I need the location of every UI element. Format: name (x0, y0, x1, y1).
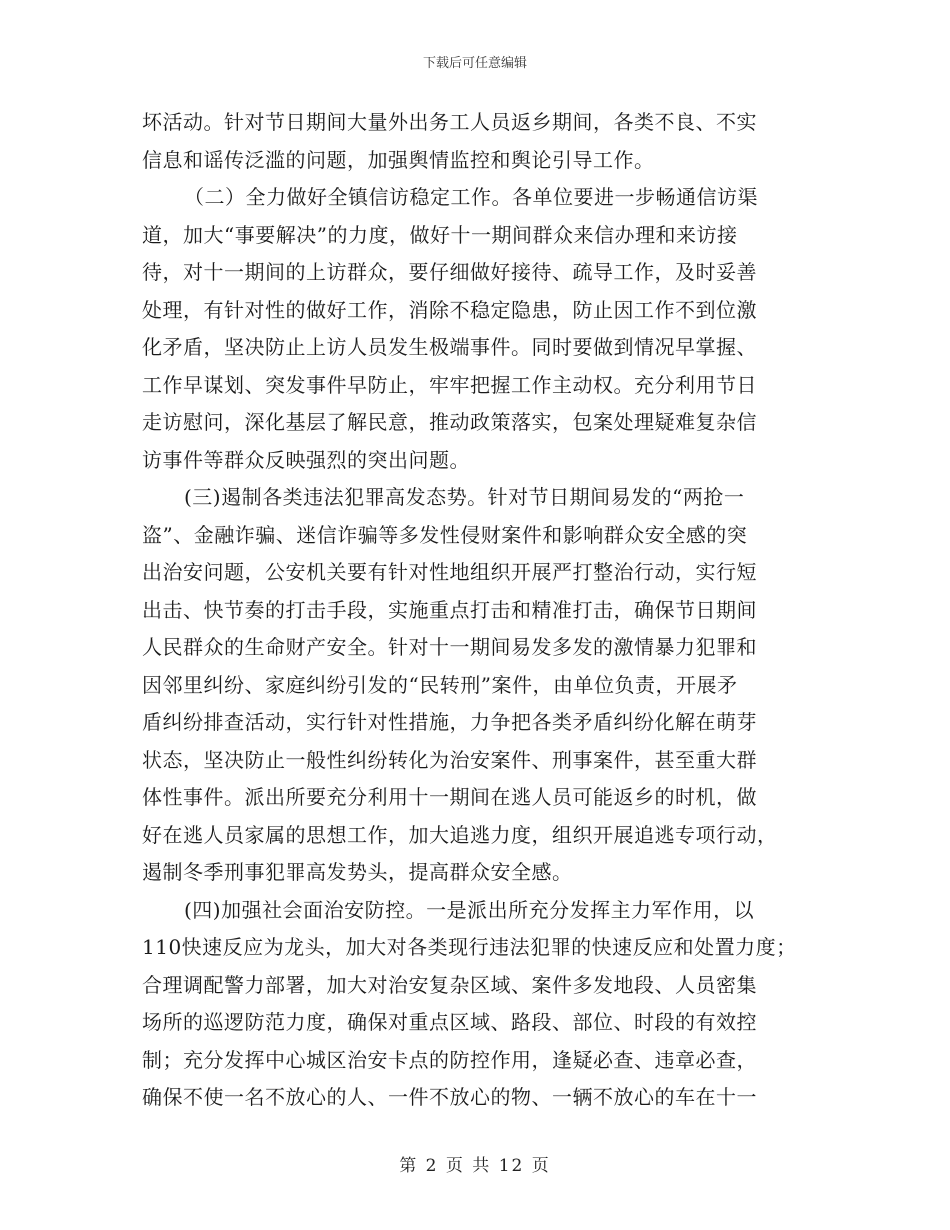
text-line: 场所的巡逻防范力度，确保对重点区域、路段、部位、时段的有效控 (142, 1010, 757, 1034)
text-line: 合理调配警力部署，加大对治安复杂区域、案件多发地段、人员密集 (142, 972, 757, 997)
text-line: 出治安问题，公安机关要有针对性地组织开展严打整治行动，实行短 (142, 560, 757, 584)
text-line: 工作早谋划、突发事件早防止，牢牢把握工作主动权。充分利用节日 (142, 372, 757, 397)
text-line: (四)加强社会面治安防控。一是派出所充分发挥主力军作用，以 (184, 897, 755, 922)
text-line: 体性事件。派出所要充分利用十一期间在逃人员可能返乡的时机，做 (142, 785, 757, 809)
text-line: 状态，坚决防止一般性纠纷转化为治安案件、刑事案件，甚至重大群 (142, 747, 757, 772)
text-line: 道，加大“事要解决”的力度，做好十一期间群众来信办理和来访接 (142, 222, 738, 247)
text-line: 好在逃人员家属的思想工作，加大追逃力度，组织开展追逃专项行动， (142, 822, 778, 847)
page-footer: 第 2 页 共 12 页 (399, 1156, 551, 1176)
text-line: 遏制冬季刑事犯罪高发势头，提高群众安全感。 (142, 860, 573, 884)
text-line: 访事件等群众反映强烈的突出问题。 (142, 447, 470, 472)
text-line: 盗”、金融诈骗、迷信诈骗等多发性侵财案件和影响群众安全感的突 (142, 522, 748, 547)
text-line: 制；充分发挥中心城区治安卡点的防控作用，逢疑必查、违章必查， (142, 1047, 757, 1072)
text-line: 出击、快节奏的打击手段，实施重点打击和精准打击，确保节日期间 (142, 597, 757, 622)
document-body (142, 104, 812, 1117)
text-line: 因邻里纠纷、家庭纠纷引发的“民转刑”案件，由单位负责，开展矛 (142, 672, 738, 697)
text-line: （二）全力做好全镇信访稳定工作。各单位要进一步畅通信访渠 (184, 185, 758, 209)
text-line: 坏活动。针对节日期间大量外出务工人员返乡期间，各类不良、不实 (142, 110, 757, 134)
text-line: 盾纠纷排查活动，实行针对性措施，力争把各类矛盾纠纷化解在萌芽 (142, 710, 757, 734)
text-line: 化矛盾，坚决防止上访人员发生极端事件。同时要做到情况早掌握、 (142, 335, 757, 359)
text-line: 信息和谣传泛滥的问题，加强舆情监控和舆论引导工作。 (142, 147, 655, 172)
page-header: 下载后可任意编辑 (422, 56, 527, 71)
text-line: 处理，有针对性的做好工作，消除不稳定隐患，防止因工作不到位激 (142, 297, 757, 322)
text-line: (三)遏制各类违法犯罪高发态势。针对节日期间易发的“两抢一 (184, 485, 745, 509)
text-line: 待，对十一期间的上访群众，要仔细做好接待、疏导工作，及时妥善 (142, 260, 757, 284)
text-line: 确保不使一名不放心的人、一件不放心的物、一辆不放心的车在十一 (142, 1085, 757, 1109)
text-line: 走访慰问，深化基层了解民意，推动政策落实，包案处理疑难复杂信 (142, 410, 757, 434)
text-line: 人民群众的生命财产安全。针对十一期间易发多发的激情暴力犯罪和 (142, 635, 757, 659)
text-line: 110快速反应为龙头，加大对各类现行违法犯罪的快速反应和处置力度； (142, 935, 797, 959)
